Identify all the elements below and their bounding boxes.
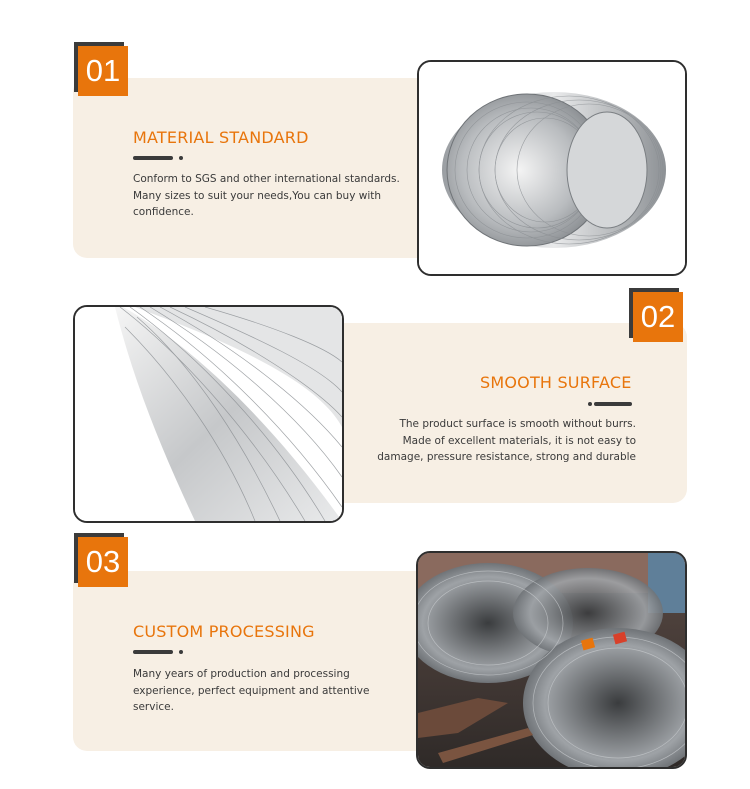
feature-description-1: Conform to SGS and other international standards. Many sizes to suit your needs,You can buy with confidence. [133,173,400,218]
wire-coil-photo [417,60,687,276]
feature-number-badge-3: 03 [78,537,128,587]
feature-number-badge-1: 01 [78,46,128,96]
title-underline-2 [588,402,632,406]
feature-panel-2 [288,323,687,503]
feature-panel-1 [73,78,473,258]
feature-number-badge-2: 02 [633,292,683,342]
wire-closeup-photo [73,305,344,523]
feature-panel-3 [73,571,473,751]
title-underline-3 [133,650,183,654]
feature-title-3: CUSTOM PROCESSING [133,622,315,641]
factory-wire-coils-photo [416,551,687,769]
feature-title-2: SMOOTH SURFACE [480,373,632,392]
feature-description-3: Many years of production and processing experience, perfect equipment and attentive service. [133,668,370,713]
title-underline-1 [133,156,183,160]
feature-title-1: MATERIAL STANDARD [133,128,309,147]
feature-description-2: The product surface is smooth without burrs. Made of excellent materials, it is not easy to damage, pressure resistance, strong and durable [377,418,636,463]
